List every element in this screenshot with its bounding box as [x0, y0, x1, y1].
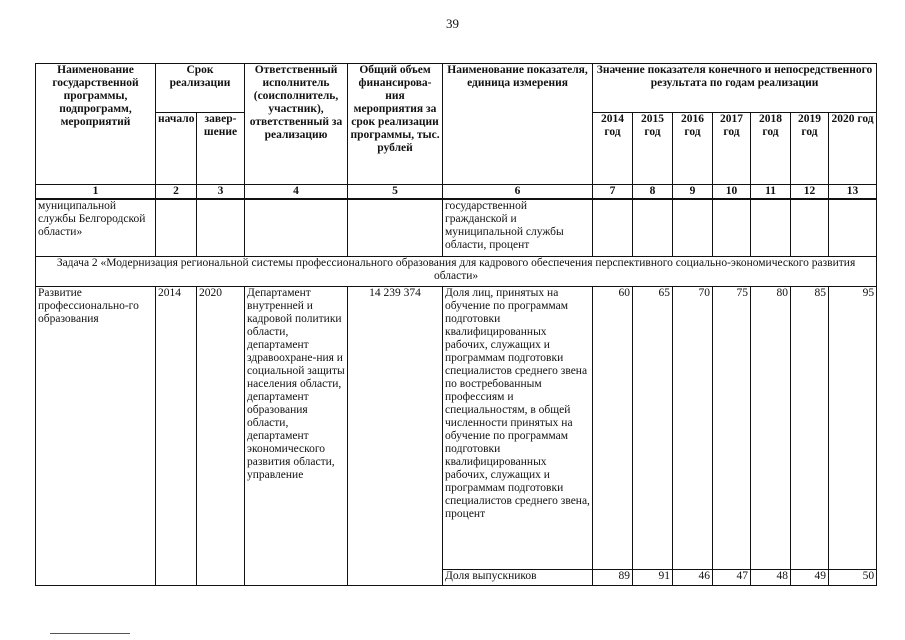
header-year-2016: 2016 год: [673, 113, 713, 185]
header-term: Срок реализации: [156, 64, 245, 113]
footer-rule: [50, 633, 130, 634]
value-2015: 91: [633, 569, 673, 585]
task-row: [36, 256, 877, 286]
header-funding: Общий объем финансирова-ния мероприятия за срок реализации программы, тыс. рублей: [348, 64, 443, 185]
header-year-2019: 2019 год: [791, 113, 829, 185]
header-values: Значение показателя конечного и непосредственного результата по годам реализации: [593, 64, 877, 113]
value-2014: 60: [593, 286, 633, 569]
row-responsible: Департамент внутренней и кадровой политики области, департамент здравоохране-ния и социальной защиты населения области, департамент образования области, департамент экономического развития области, управление: [245, 286, 348, 585]
value-2020: 95: [829, 286, 877, 569]
row-indicator: государственной гражданской и муниципальной службы области, процент: [443, 199, 593, 256]
task-2-title: Задача 2 «Модернизация региональной системы профессионального образования для кадрового обеспечения перспективного социально-экономического развития области»: [36, 256, 877, 286]
col-number: 7: [593, 185, 633, 200]
value-2017: 47: [713, 569, 751, 585]
value-2018: 48: [751, 569, 791, 585]
value-2020: 50: [829, 569, 877, 585]
page-number: 39: [446, 16, 459, 31]
header-responsible: Ответственный исполнитель (соисполнитель, участник), ответственный за реализацию: [245, 64, 348, 185]
row-indicator: Доля выпускников: [443, 569, 593, 585]
header-year-2020: 2020 год: [829, 113, 877, 185]
header-year-2017: 2017 год: [713, 113, 751, 185]
col-number: 1: [36, 185, 156, 200]
col-number: 9: [673, 185, 713, 200]
header-year-2014: 2014 год: [593, 113, 633, 185]
table-row: [36, 286, 877, 569]
col-number: 5: [348, 185, 443, 200]
col-number: 12: [791, 185, 829, 200]
value-2016: 70: [673, 286, 713, 569]
value-2019: 85: [791, 286, 829, 569]
row-program-name: муниципальной службы Белгородской области»: [36, 199, 156, 256]
value-2015: 65: [633, 286, 673, 569]
header-program-name: Наименование государственной программы, подпрограмм, мероприятий: [36, 64, 156, 185]
col-number: 8: [633, 185, 673, 200]
value-2017: 75: [713, 286, 751, 569]
row-start-year: 2014: [156, 286, 197, 585]
header-indicator: Наименование показателя, единица измерения: [443, 64, 593, 185]
col-number: 4: [245, 185, 348, 200]
header-year-2015: 2015 год: [633, 113, 673, 185]
col-number: 11: [751, 185, 791, 200]
table-row: [36, 199, 877, 256]
value-2019: 49: [791, 569, 829, 585]
header-start: начало: [156, 113, 197, 185]
header-end: завер-шение: [197, 113, 245, 185]
col-number: 2: [156, 185, 197, 200]
row-indicator: Доля лиц, принятых на обучение по программам подготовки квалифицированных рабочих, служащих и программам подготовки специалистов среднего звена по востребованным профессиям и специальностям, в общей численности принятых на обучение по программам подготовки квалифицированных рабочих, служащих и программам подготовки специалистов среднего звена, процент: [443, 286, 593, 569]
col-number: 13: [829, 185, 877, 200]
value-2016: 46: [673, 569, 713, 585]
col-number: 3: [197, 185, 245, 200]
row-funding: 14 239 374: [348, 286, 443, 585]
indicators-table: [35, 63, 877, 586]
row-program-name: Развитие профессионально-го образования: [36, 286, 156, 585]
row-end-year: 2020: [197, 286, 245, 585]
header-year-2018: 2018 год: [751, 113, 791, 185]
value-2018: 80: [751, 286, 791, 569]
col-number: 10: [713, 185, 751, 200]
col-number: 6: [443, 185, 593, 200]
value-2014: 89: [593, 569, 633, 585]
